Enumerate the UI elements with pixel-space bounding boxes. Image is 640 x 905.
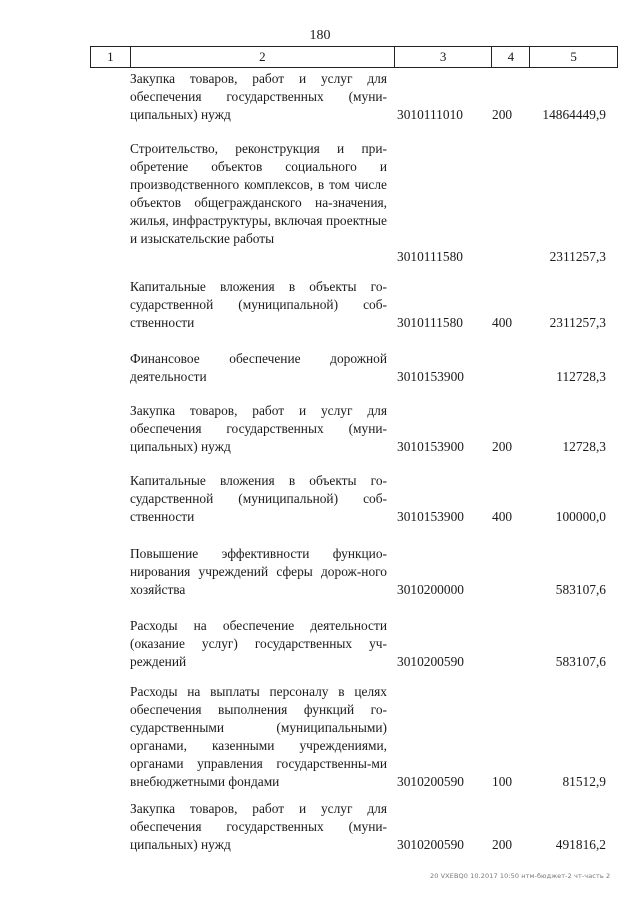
row-description: Финансовое обеспечение дорожной деятельности xyxy=(130,351,387,384)
row-amount: 2311257,3 xyxy=(549,249,606,264)
row-amount: 12728,3 xyxy=(562,439,606,454)
row-description: Расходы на обеспечение деятельности (оказание услуг) государственных уч-реждений xyxy=(130,618,387,669)
row-code: 3010200000 xyxy=(397,582,464,597)
row-code: 3010200590 xyxy=(397,654,464,669)
row-code: 3010200590 xyxy=(397,837,464,852)
row-amount: 14864449,9 xyxy=(542,107,606,122)
print-footer: 20 VXEBQ0 10.2017 10:50 нтм-бюджет-2 чт-часть 2 xyxy=(430,872,611,880)
row-code: 3010153900 xyxy=(397,369,464,384)
row-description: Повышение эффективности функцио-нирования учреждений сферы дорож-ного хозяйства xyxy=(130,546,387,597)
row-code: 3010111010 xyxy=(397,107,463,122)
row-description: Расходы на выплаты персоналу в целях обеспечения выполнения функций го-сударственными (муниципальными) органами, казенными учреждениями, органами управления государственны-ми внебюджетными фондами xyxy=(130,684,387,789)
row-amount: 2311257,3 xyxy=(549,315,606,330)
row-kind: 200 xyxy=(492,107,513,122)
header-col-2: 2 xyxy=(131,47,395,67)
row-description: Закупка товаров, работ и услуг для обеспечения государственных (муни-ципальных) нужд xyxy=(130,801,387,852)
row-description: Капитальные вложения в объекты го-сударственной (муниципальной) соб-ственности xyxy=(130,279,387,330)
page-number: 180 xyxy=(309,28,331,43)
row-amount: 583107,6 xyxy=(555,654,606,669)
row-kind: 200 xyxy=(492,837,513,852)
header-col-3: 3 xyxy=(395,47,493,67)
row-amount: 583107,6 xyxy=(555,582,606,597)
row-kind: 400 xyxy=(492,509,513,524)
row-description: Закупка товаров, работ и услуг для обеспечения государственных (муни-ципальных) нужд xyxy=(130,71,387,122)
row-code: 3010153900 xyxy=(397,439,464,454)
row-kind: 200 xyxy=(492,439,513,454)
table-header xyxy=(90,46,618,68)
header-col-1: 1 xyxy=(91,47,131,67)
row-code: 3010111580 xyxy=(397,315,463,330)
row-code: 3010111580 xyxy=(397,249,463,264)
row-description: Строительство, реконструкция и при-обретение объектов социального и производственного комплексов, в том числе объектов общегражданского на-значения, жилья, инфраструктуры, включая проектные и изыскательские работы xyxy=(130,141,387,246)
row-kind: 100 xyxy=(492,774,513,789)
row-amount: 491816,2 xyxy=(555,837,606,852)
header-col-4: 4 xyxy=(492,47,530,67)
row-amount: 100000,0 xyxy=(555,509,606,524)
row-code: 3010153900 xyxy=(397,509,464,524)
row-amount: 112728,3 xyxy=(556,369,606,384)
row-description: Капитальные вложения в объекты го-сударственной (муниципальной) соб-ственности xyxy=(130,473,387,524)
row-amount: 81512,9 xyxy=(562,774,606,789)
row-kind: 400 xyxy=(492,315,513,330)
row-description: Закупка товаров, работ и услуг для обеспечения государственных (муни-ципальных) нужд xyxy=(130,403,387,454)
header-col-5: 5 xyxy=(570,49,577,64)
row-code: 3010200590 xyxy=(397,774,464,789)
